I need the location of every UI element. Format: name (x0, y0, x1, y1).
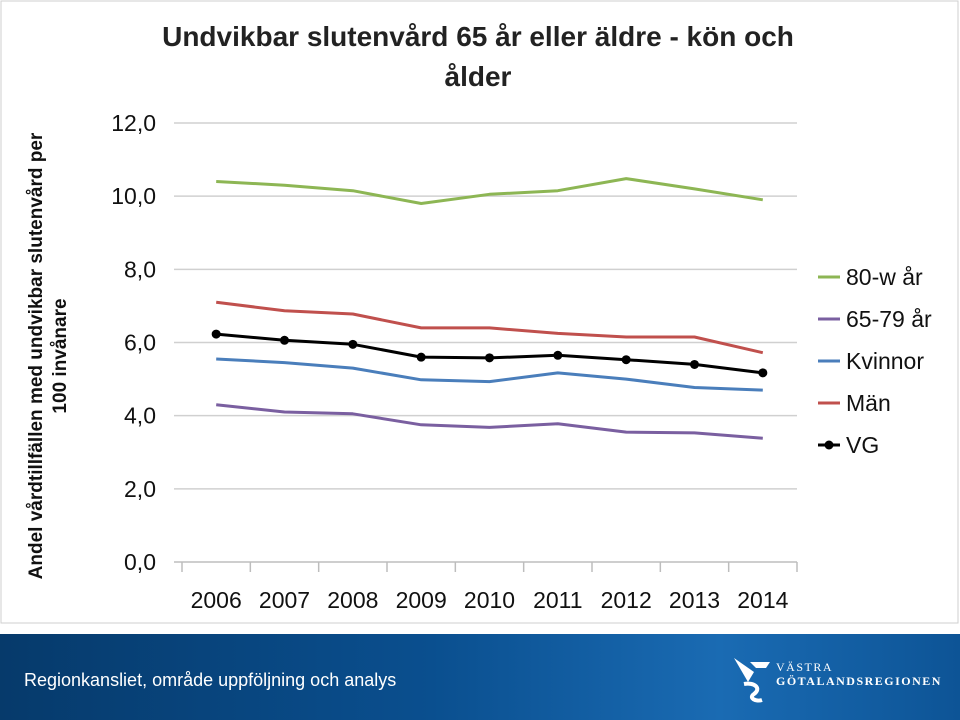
x-tick-label: 2012 (600, 587, 652, 613)
x-tick-label: 2011 (533, 587, 583, 613)
data-point (553, 351, 562, 360)
y-tick-label: 0,0 (124, 549, 156, 575)
chart-title-line-2: ålder (444, 61, 512, 92)
y-tick-label: 2,0 (124, 475, 156, 502)
data-point (280, 336, 289, 345)
data-point (417, 353, 426, 362)
x-tick-label: 2007 (258, 587, 311, 613)
legend-label: Män (846, 390, 891, 416)
legend-label: VG (846, 432, 880, 458)
vastra-gotalandsregionen-logo (732, 654, 942, 706)
chart-title-line-1: Undvikbar slutenvård 65 år eller äldre - kön och (162, 21, 794, 52)
logo-emblem-icon (732, 654, 772, 706)
footer-text: Regionkansliet, område uppföljning och analys (24, 670, 397, 690)
chart-area-border (1, 1, 958, 623)
data-point (758, 368, 767, 377)
legend-label: 65-79 år (846, 306, 932, 332)
y-tick-label: 6,0 (124, 329, 156, 356)
logo-text-line-1: VÄSTRA (776, 660, 834, 674)
x-tick-label: 2013 (668, 587, 721, 613)
x-tick-label: 2006 (190, 587, 242, 613)
data-point (690, 360, 699, 369)
data-point (212, 330, 221, 339)
footer-bar (0, 634, 960, 720)
y-tick-label: 8,0 (124, 256, 156, 283)
y-axis-label-line-2: 100 invånare (50, 298, 71, 414)
y-tick-label: 12,0 (111, 110, 156, 136)
legend-marker (825, 441, 834, 450)
legend-label: 80-w år (846, 264, 923, 290)
logo-text-line-2: GÖTALANDSREGIONEN (776, 674, 942, 688)
data-point (622, 355, 631, 364)
data-point (485, 353, 494, 362)
y-tick-label: 10,0 (111, 183, 156, 210)
x-tick-label: 2009 (395, 587, 447, 613)
y-axis-label-line-1: Andel vårdtillfällen med undvikbar slutenvård per (26, 132, 47, 580)
x-tick-label: 2014 (737, 587, 789, 613)
x-tick-label: 2008 (327, 587, 379, 613)
legend-label: Kvinnor (846, 348, 924, 374)
y-tick-label: 4,0 (124, 402, 156, 429)
data-point (348, 340, 357, 349)
x-tick-label: 2010 (463, 587, 516, 613)
